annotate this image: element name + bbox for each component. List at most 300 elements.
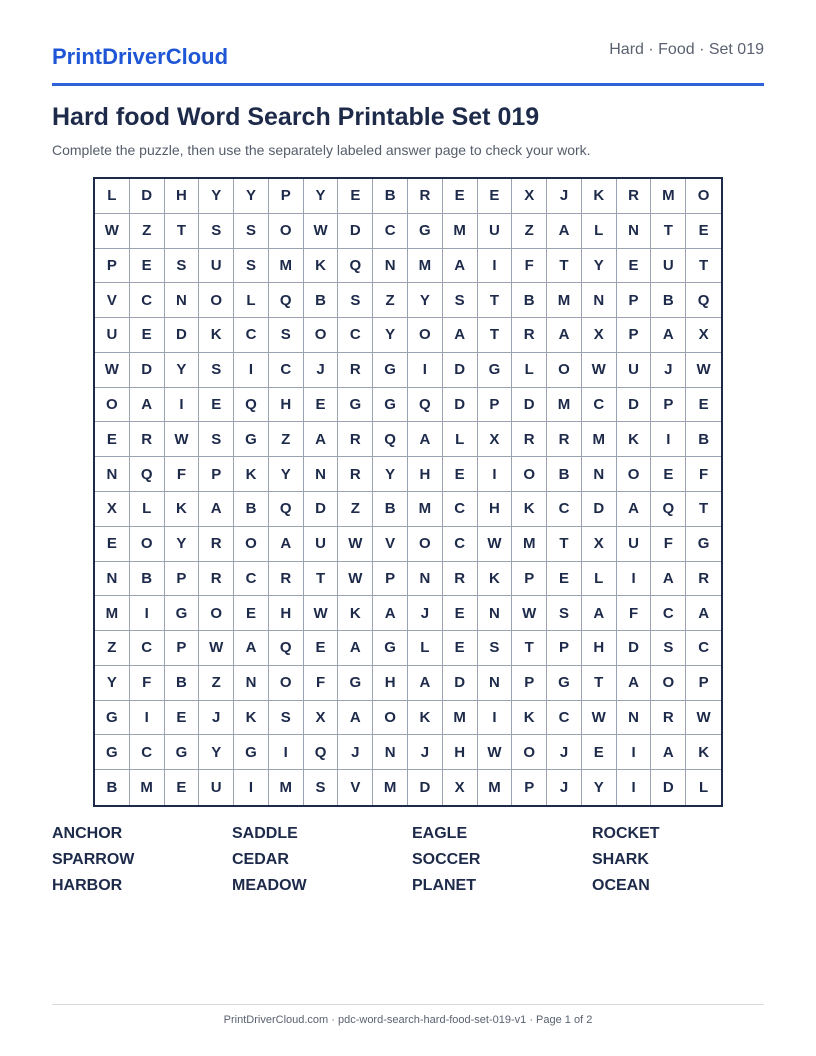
grid-cell[interactable]: K	[582, 179, 617, 214]
grid-cell[interactable]: E	[443, 179, 478, 214]
grid-cell[interactable]: Q	[686, 283, 721, 318]
grid-cell[interactable]: M	[582, 422, 617, 457]
grid-cell[interactable]: G	[408, 214, 443, 249]
grid-cell[interactable]: S	[269, 701, 304, 736]
grid-cell[interactable]: G	[234, 735, 269, 770]
grid-cell[interactable]: M	[478, 770, 513, 805]
grid-cell[interactable]: H	[373, 666, 408, 701]
grid-cell[interactable]: S	[199, 353, 234, 388]
grid-cell[interactable]: G	[547, 666, 582, 701]
grid-cell[interactable]: Y	[234, 179, 269, 214]
grid-cell[interactable]: P	[165, 631, 200, 666]
grid-cell[interactable]: B	[165, 666, 200, 701]
grid-cell[interactable]: E	[617, 249, 652, 284]
grid-cell[interactable]: U	[478, 214, 513, 249]
grid-cell[interactable]: F	[686, 457, 721, 492]
grid-cell[interactable]: K	[234, 457, 269, 492]
grid-cell[interactable]: O	[512, 457, 547, 492]
grid-cell[interactable]: E	[165, 701, 200, 736]
grid-cell[interactable]: I	[130, 596, 165, 631]
grid-cell[interactable]: X	[582, 318, 617, 353]
grid-cell[interactable]: K	[338, 596, 373, 631]
grid-cell[interactable]: P	[651, 388, 686, 423]
grid-cell[interactable]: U	[199, 770, 234, 805]
grid-cell[interactable]: A	[617, 666, 652, 701]
grid-cell[interactable]: X	[512, 179, 547, 214]
grid-cell[interactable]: E	[199, 388, 234, 423]
grid-cell[interactable]: Q	[373, 422, 408, 457]
grid-cell[interactable]: D	[443, 666, 478, 701]
grid-cell[interactable]: E	[686, 214, 721, 249]
grid-cell[interactable]: J	[408, 596, 443, 631]
grid-cell[interactable]: D	[165, 318, 200, 353]
grid-cell[interactable]: P	[165, 562, 200, 597]
grid-cell[interactable]: T	[686, 492, 721, 527]
grid-cell[interactable]: C	[547, 492, 582, 527]
grid-cell[interactable]: A	[686, 596, 721, 631]
grid-cell[interactable]: O	[199, 283, 234, 318]
grid-cell[interactable]: O	[408, 527, 443, 562]
grid-cell[interactable]: R	[199, 562, 234, 597]
grid-cell[interactable]: C	[582, 388, 617, 423]
grid-cell[interactable]: M	[130, 770, 165, 805]
grid-cell[interactable]: B	[95, 770, 130, 805]
grid-cell[interactable]: O	[269, 214, 304, 249]
grid-cell[interactable]: T	[512, 631, 547, 666]
grid-cell[interactable]: I	[408, 353, 443, 388]
grid-cell[interactable]: R	[130, 422, 165, 457]
grid-cell[interactable]: X	[686, 318, 721, 353]
grid-cell[interactable]: V	[373, 527, 408, 562]
grid-cell[interactable]: W	[582, 701, 617, 736]
grid-cell[interactable]: I	[478, 249, 513, 284]
grid-cell[interactable]: C	[130, 735, 165, 770]
grid-cell[interactable]: Y	[165, 527, 200, 562]
grid-cell[interactable]: K	[304, 249, 339, 284]
grid-cell[interactable]: S	[234, 249, 269, 284]
grid-cell[interactable]: N	[95, 457, 130, 492]
grid-cell[interactable]: H	[269, 388, 304, 423]
grid-cell[interactable]: H	[478, 492, 513, 527]
grid-cell[interactable]: D	[651, 770, 686, 805]
grid-cell[interactable]: N	[582, 283, 617, 318]
grid-cell[interactable]: K	[234, 701, 269, 736]
grid-cell[interactable]: A	[651, 735, 686, 770]
grid-cell[interactable]: C	[234, 562, 269, 597]
grid-cell[interactable]: N	[234, 666, 269, 701]
grid-cell[interactable]: S	[443, 283, 478, 318]
grid-cell[interactable]: R	[617, 179, 652, 214]
grid-cell[interactable]: I	[130, 701, 165, 736]
grid-cell[interactable]: Q	[338, 249, 373, 284]
grid-cell[interactable]: S	[478, 631, 513, 666]
grid-cell[interactable]: D	[582, 492, 617, 527]
grid-cell[interactable]: M	[269, 770, 304, 805]
grid-cell[interactable]: N	[617, 214, 652, 249]
grid-cell[interactable]: Y	[165, 353, 200, 388]
grid-cell[interactable]: D	[617, 631, 652, 666]
grid-cell[interactable]: U	[199, 249, 234, 284]
grid-cell[interactable]: A	[304, 422, 339, 457]
grid-cell[interactable]: R	[269, 562, 304, 597]
grid-cell[interactable]: Y	[582, 770, 617, 805]
grid-cell[interactable]: E	[478, 179, 513, 214]
grid-cell[interactable]: S	[199, 214, 234, 249]
grid-cell[interactable]: T	[478, 318, 513, 353]
grid-cell[interactable]: M	[269, 249, 304, 284]
grid-cell[interactable]: J	[547, 770, 582, 805]
grid-cell[interactable]: M	[443, 214, 478, 249]
grid-cell[interactable]: S	[234, 214, 269, 249]
grid-cell[interactable]: H	[582, 631, 617, 666]
grid-cell[interactable]: H	[443, 735, 478, 770]
grid-cell[interactable]: K	[478, 562, 513, 597]
grid-cell[interactable]: J	[651, 353, 686, 388]
grid-cell[interactable]: B	[373, 492, 408, 527]
grid-cell[interactable]: A	[617, 492, 652, 527]
grid-cell[interactable]: D	[304, 492, 339, 527]
grid-cell[interactable]: P	[617, 318, 652, 353]
grid-cell[interactable]: E	[95, 527, 130, 562]
grid-cell[interactable]: S	[651, 631, 686, 666]
grid-cell[interactable]: H	[269, 596, 304, 631]
grid-cell[interactable]: G	[95, 735, 130, 770]
grid-cell[interactable]: C	[130, 283, 165, 318]
grid-cell[interactable]: W	[338, 562, 373, 597]
grid-cell[interactable]: A	[130, 388, 165, 423]
grid-cell[interactable]: J	[408, 735, 443, 770]
grid-cell[interactable]: R	[408, 179, 443, 214]
grid-cell[interactable]: C	[686, 631, 721, 666]
grid-cell[interactable]: P	[512, 562, 547, 597]
grid-cell[interactable]: O	[130, 527, 165, 562]
grid-cell[interactable]: L	[699, 779, 709, 797]
grid-cell[interactable]: A	[443, 318, 478, 353]
grid-cell[interactable]: C	[338, 318, 373, 353]
grid-cell[interactable]: P	[373, 562, 408, 597]
grid-cell[interactable]: D	[130, 353, 165, 388]
grid-cell[interactable]: E	[338, 179, 373, 214]
grid-cell[interactable]: A	[547, 318, 582, 353]
grid-cell[interactable]: A	[582, 596, 617, 631]
grid-cell[interactable]: N	[165, 283, 200, 318]
grid-cell[interactable]: O	[373, 701, 408, 736]
grid-cell[interactable]: A	[373, 596, 408, 631]
grid-cell[interactable]: J	[547, 179, 582, 214]
grid-cell[interactable]: J	[304, 353, 339, 388]
grid-cell[interactable]: E	[304, 631, 339, 666]
grid-cell[interactable]: E	[95, 422, 130, 457]
grid-cell[interactable]: O	[269, 666, 304, 701]
grid-cell[interactable]: I	[617, 735, 652, 770]
grid-cell[interactable]: L	[582, 214, 617, 249]
grid-cell[interactable]: U	[95, 318, 130, 353]
grid-cell[interactable]: F	[512, 249, 547, 284]
grid-cell[interactable]: M	[547, 283, 582, 318]
grid-cell[interactable]: U	[304, 527, 339, 562]
grid-cell[interactable]: P	[512, 666, 547, 701]
grid-cell[interactable]: U	[651, 249, 686, 284]
grid-cell[interactable]: R	[338, 422, 373, 457]
grid-cell[interactable]: N	[617, 701, 652, 736]
grid-cell[interactable]: D	[512, 388, 547, 423]
grid-cell[interactable]: O	[199, 596, 234, 631]
grid-cell[interactable]: Z	[373, 283, 408, 318]
grid-cell[interactable]: M	[408, 492, 443, 527]
grid-cell[interactable]: Q	[269, 283, 304, 318]
grid-cell[interactable]: P	[199, 457, 234, 492]
grid-cell[interactable]: A	[651, 318, 686, 353]
grid-cell[interactable]: P	[617, 283, 652, 318]
grid-cell[interactable]: B	[373, 179, 408, 214]
grid-cell[interactable]: M	[651, 179, 686, 214]
grid-cell[interactable]: W	[686, 353, 721, 388]
grid-cell[interactable]: L	[443, 422, 478, 457]
grid-cell[interactable]: U	[617, 527, 652, 562]
grid-cell[interactable]: M	[512, 527, 547, 562]
grid-cell[interactable]: B	[547, 457, 582, 492]
grid-cell[interactable]: Z	[199, 666, 234, 701]
grid-cell[interactable]: C	[443, 527, 478, 562]
grid-cell[interactable]: G	[338, 388, 373, 423]
grid-cell[interactable]: I	[617, 770, 652, 805]
grid-cell[interactable]: D	[130, 179, 165, 214]
grid-cell[interactable]: I	[165, 388, 200, 423]
grid-cell[interactable]: Z	[269, 422, 304, 457]
grid-cell[interactable]: R	[338, 353, 373, 388]
grid-cell[interactable]: H	[408, 457, 443, 492]
grid-cell[interactable]: X	[304, 701, 339, 736]
grid-cell[interactable]: P	[686, 666, 721, 701]
grid-cell[interactable]: S	[338, 283, 373, 318]
grid-cell[interactable]: S	[547, 596, 582, 631]
grid-cell[interactable]: L	[95, 179, 130, 214]
grid-cell[interactable]: K	[199, 318, 234, 353]
grid-cell[interactable]: M	[443, 701, 478, 736]
grid-cell[interactable]: P	[478, 388, 513, 423]
grid-cell[interactable]: K	[165, 492, 200, 527]
grid-cell[interactable]: M	[95, 596, 130, 631]
grid-cell[interactable]: K	[686, 735, 721, 770]
grid-cell[interactable]: T	[304, 562, 339, 597]
grid-cell[interactable]: Q	[269, 492, 304, 527]
grid-cell[interactable]: J	[547, 735, 582, 770]
grid-cell[interactable]: T	[686, 249, 721, 284]
grid-cell[interactable]: C	[373, 214, 408, 249]
grid-cell[interactable]: N	[478, 666, 513, 701]
grid-cell[interactable]: F	[651, 527, 686, 562]
grid-cell[interactable]: W	[512, 596, 547, 631]
grid-cell[interactable]: W	[95, 353, 130, 388]
grid-cell[interactable]: W	[199, 631, 234, 666]
grid-cell[interactable]: Y	[373, 457, 408, 492]
grid-cell[interactable]: M	[408, 249, 443, 284]
grid-cell[interactable]: F	[165, 457, 200, 492]
grid-cell[interactable]: R	[199, 527, 234, 562]
grid-cell[interactable]: M	[373, 770, 408, 805]
grid-cell[interactable]: Z	[95, 631, 130, 666]
grid-cell[interactable]: F	[130, 666, 165, 701]
grid-cell[interactable]: Y	[199, 179, 234, 214]
grid-cell[interactable]: N	[304, 457, 339, 492]
grid-cell[interactable]: C	[651, 596, 686, 631]
grid-cell[interactable]: B	[512, 283, 547, 318]
grid-cell[interactable]: D	[408, 770, 443, 805]
grid-cell[interactable]: A	[443, 249, 478, 284]
grid-cell[interactable]: U	[617, 353, 652, 388]
grid-cell[interactable]: A	[338, 701, 373, 736]
grid-cell[interactable]: J	[338, 735, 373, 770]
grid-cell[interactable]: G	[686, 527, 721, 562]
grid-cell[interactable]: C	[443, 492, 478, 527]
grid-cell[interactable]: Z	[130, 214, 165, 249]
grid-cell[interactable]: N	[95, 562, 130, 597]
grid-cell[interactable]: G	[373, 631, 408, 666]
grid-cell[interactable]: Y	[95, 666, 130, 701]
grid-cell[interactable]: A	[199, 492, 234, 527]
grid-cell[interactable]: Q	[234, 388, 269, 423]
grid-cell[interactable]: E	[165, 770, 200, 805]
grid-cell[interactable]: K	[408, 701, 443, 736]
grid-cell[interactable]: O	[512, 735, 547, 770]
grid-cell[interactable]: W	[686, 701, 721, 736]
grid-cell[interactable]: T	[651, 214, 686, 249]
grid-cell[interactable]: B	[304, 283, 339, 318]
grid-cell[interactable]: I	[478, 701, 513, 736]
grid-cell[interactable]: J	[199, 701, 234, 736]
grid-cell[interactable]: A	[269, 527, 304, 562]
grid-cell[interactable]: W	[338, 527, 373, 562]
grid-cell[interactable]: B	[130, 562, 165, 597]
grid-cell[interactable]: W	[582, 353, 617, 388]
grid-cell[interactable]: B	[651, 283, 686, 318]
grid-cell[interactable]: R	[547, 422, 582, 457]
grid-cell[interactable]: O	[686, 179, 721, 214]
grid-cell[interactable]: Q	[408, 388, 443, 423]
grid-cell[interactable]: G	[373, 388, 408, 423]
grid-cell[interactable]: P	[269, 179, 304, 214]
grid-cell[interactable]: O	[617, 457, 652, 492]
grid-cell[interactable]: G	[165, 596, 200, 631]
grid-cell[interactable]: I	[478, 457, 513, 492]
grid-cell[interactable]: C	[547, 701, 582, 736]
grid-cell[interactable]: R	[512, 318, 547, 353]
grid-cell[interactable]: L	[408, 631, 443, 666]
grid-cell[interactable]: A	[547, 214, 582, 249]
grid-cell[interactable]: C	[130, 631, 165, 666]
grid-cell[interactable]: X	[582, 527, 617, 562]
grid-cell[interactable]: R	[338, 457, 373, 492]
grid-cell[interactable]: Z	[338, 492, 373, 527]
grid-cell[interactable]: L	[582, 562, 617, 597]
grid-cell[interactable]: B	[686, 422, 721, 457]
grid-cell[interactable]: N	[478, 596, 513, 631]
grid-cell[interactable]: Q	[269, 631, 304, 666]
grid-cell[interactable]: G	[478, 353, 513, 388]
grid-cell[interactable]: S	[199, 422, 234, 457]
grid-cell[interactable]: W	[478, 527, 513, 562]
grid-cell[interactable]: Y	[199, 735, 234, 770]
grid-cell[interactable]: O	[95, 388, 130, 423]
grid-cell[interactable]: D	[443, 388, 478, 423]
grid-cell[interactable]: V	[338, 770, 373, 805]
grid-cell[interactable]: E	[582, 735, 617, 770]
grid-cell[interactable]: E	[443, 596, 478, 631]
grid-cell[interactable]: E	[686, 388, 721, 423]
grid-cell[interactable]: E	[130, 318, 165, 353]
grid-cell[interactable]: Q	[651, 492, 686, 527]
grid-cell[interactable]: W	[304, 214, 339, 249]
grid-cell[interactable]: L	[234, 283, 269, 318]
grid-cell[interactable]: F	[304, 666, 339, 701]
grid-cell[interactable]: E	[234, 596, 269, 631]
grid-cell[interactable]: K	[512, 701, 547, 736]
grid-cell[interactable]: B	[234, 492, 269, 527]
grid-cell[interactable]: A	[234, 631, 269, 666]
grid-cell[interactable]: R	[686, 562, 721, 597]
grid-cell[interactable]: E	[443, 631, 478, 666]
grid-cell[interactable]: E	[547, 562, 582, 597]
grid-cell[interactable]: T	[547, 249, 582, 284]
grid-cell[interactable]: E	[304, 388, 339, 423]
grid-cell[interactable]: X	[95, 492, 130, 527]
grid-cell[interactable]: P	[547, 631, 582, 666]
grid-cell[interactable]: X	[478, 422, 513, 457]
grid-cell[interactable]: V	[95, 283, 130, 318]
grid-cell[interactable]: A	[338, 631, 373, 666]
grid-cell[interactable]: P	[95, 249, 130, 284]
grid-cell[interactable]: K	[617, 422, 652, 457]
grid-cell[interactable]: W	[95, 214, 130, 249]
grid-cell[interactable]: P	[512, 770, 547, 805]
grid-cell[interactable]: S	[269, 318, 304, 353]
grid-cell[interactable]: N	[582, 457, 617, 492]
grid-cell[interactable]: K	[512, 492, 547, 527]
grid-cell[interactable]: I	[234, 353, 269, 388]
grid-cell[interactable]: R	[651, 701, 686, 736]
grid-cell[interactable]: X	[443, 770, 478, 805]
grid-cell[interactable]: M	[547, 388, 582, 423]
grid-cell[interactable]: E	[443, 457, 478, 492]
grid-cell[interactable]: Y	[304, 179, 339, 214]
grid-cell[interactable]: L	[512, 353, 547, 388]
grid-cell[interactable]: Q	[130, 457, 165, 492]
grid-cell[interactable]: S	[165, 249, 200, 284]
grid-cell[interactable]: Y	[269, 457, 304, 492]
grid-cell[interactable]: O	[234, 527, 269, 562]
grid-cell[interactable]: G	[234, 422, 269, 457]
grid-cell[interactable]: T	[582, 666, 617, 701]
grid-cell[interactable]: I	[651, 422, 686, 457]
grid-cell[interactable]: W	[165, 422, 200, 457]
grid-cell[interactable]: Y	[408, 283, 443, 318]
grid-cell[interactable]: O	[408, 318, 443, 353]
grid-cell[interactable]: A	[408, 666, 443, 701]
grid-cell[interactable]: C	[269, 353, 304, 388]
grid-cell[interactable]: G	[338, 666, 373, 701]
grid-cell[interactable]: N	[408, 562, 443, 597]
grid-cell[interactable]: R	[443, 562, 478, 597]
grid-cell[interactable]: I	[234, 770, 269, 805]
grid-cell[interactable]: O	[651, 666, 686, 701]
grid-cell[interactable]: Y	[373, 318, 408, 353]
grid-cell[interactable]: G	[165, 735, 200, 770]
grid-cell[interactable]: D	[338, 214, 373, 249]
grid-cell[interactable]: F	[617, 596, 652, 631]
grid-cell[interactable]: T	[478, 283, 513, 318]
grid-cell[interactable]: Q	[304, 735, 339, 770]
grid-cell[interactable]: I	[617, 562, 652, 597]
